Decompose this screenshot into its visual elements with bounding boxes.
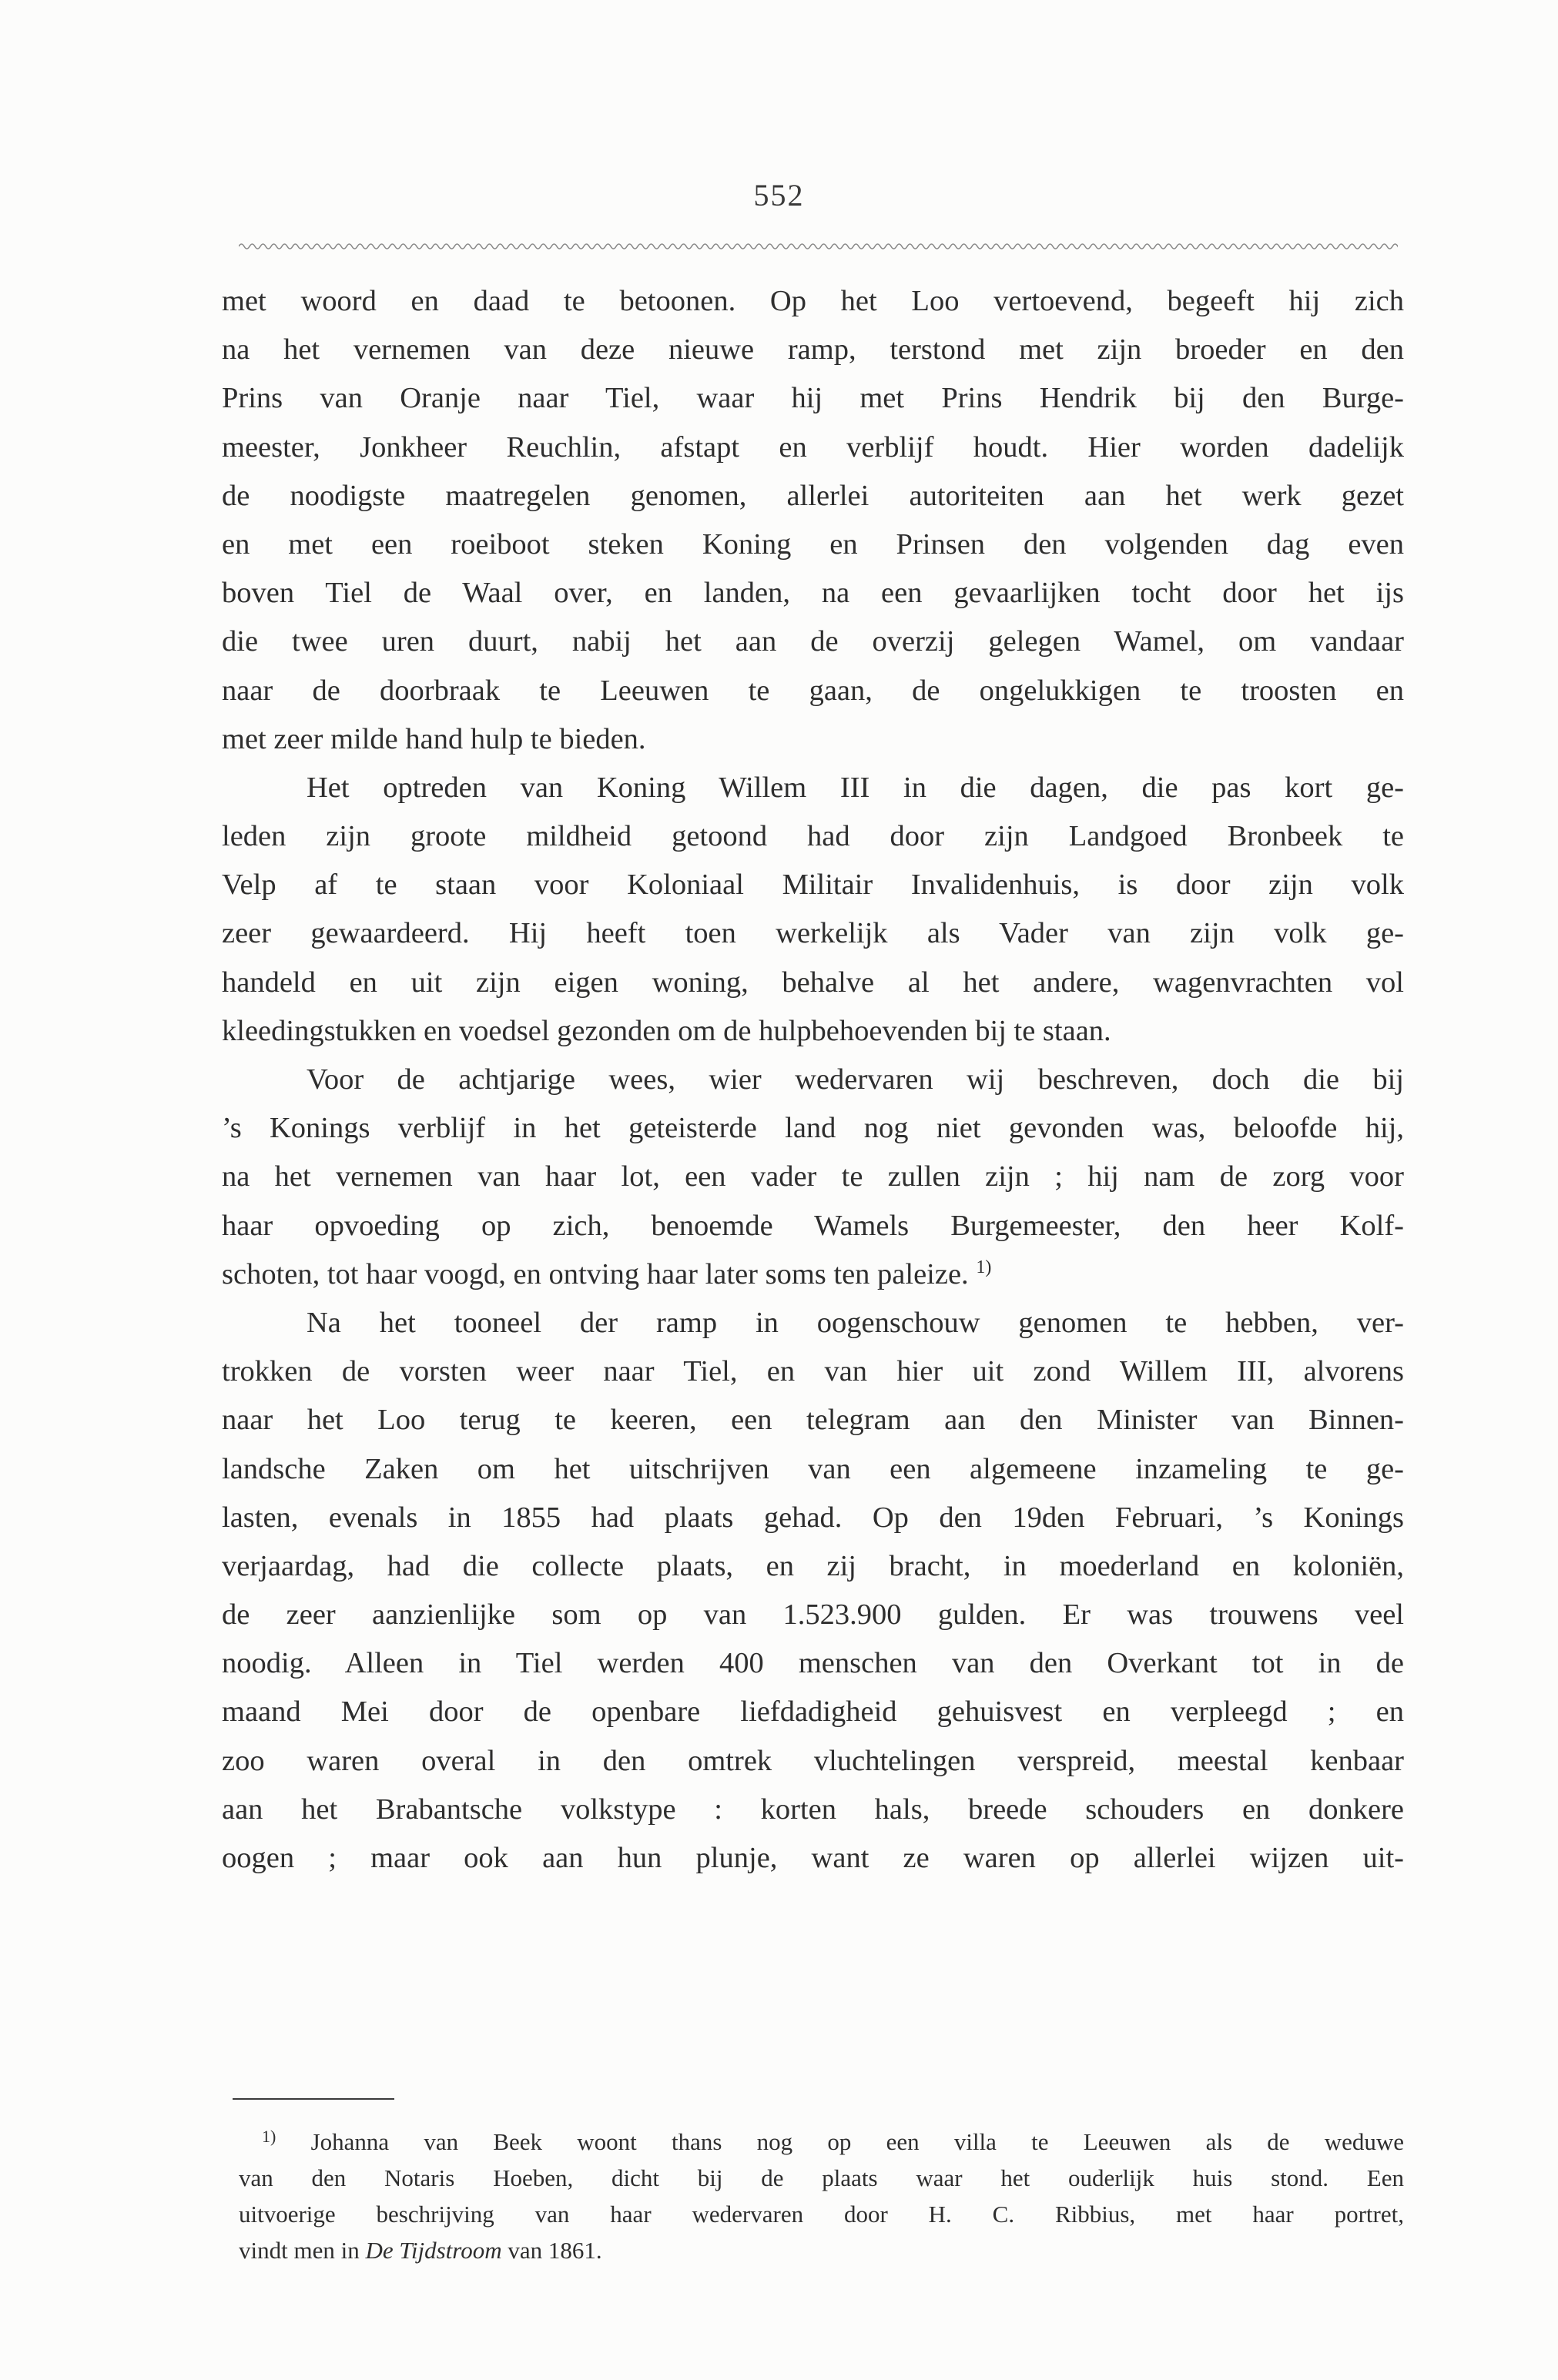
periodical-title: De Tijdstroom [365,2237,502,2264]
text-line [222,618,1404,666]
text-line [222,1007,1404,1056]
text-line [222,812,1404,861]
text-line-content: verjaardag, had die collecte plaats, en zij bracht, in moederland en koloniën, [222,1549,1404,1582]
text-line [222,861,1404,909]
text-line [222,374,1404,423]
text-line-content: Prins van Oranje naar Tiel, waar hij met Prins Hendrik bij den Burge- [222,382,1404,415]
footnote-line [239,2160,1404,2196]
text-line-content: boven Tiel de Waal over, en landen, na een gevaarlijken tocht door het ijs [222,577,1404,610]
text-line [222,1688,1404,1736]
text-line [222,277,1404,326]
text-line-content: trokken de vorsten weer naar Tiel, en van hier uit zond Willem III, alvorens [222,1355,1404,1388]
text-line-content: met zeer milde hand hulp te bieden. [222,722,646,755]
text-line [222,764,1404,812]
text-line-content: oogen ; maar ook aan hun plunje, want ze waren op allerlei wijzen uit- [222,1842,1404,1874]
text-line-content: na het vernemen van haar lot, een vader te zullen zijn ; hij nam de zorg voor [222,1160,1404,1193]
text-line [222,667,1404,715]
text-line-content: Voor de achtjarige wees, wier wedervaren wij beschreven, doch die bij [307,1063,1404,1096]
text-line-content: maand Mei door de openbare liefdadigheid gehuisvest en verpleegd ; en [222,1695,1404,1729]
text-line [222,1542,1404,1591]
footnote-line-content: van 1861. [501,2237,602,2264]
text-line-content: Na het tooneel der ramp in oogenschouw genomen te hebben, ver- [307,1306,1404,1339]
text-line-content: naar het Loo terug te keeren, een telegram aan den Minister van Binnen- [222,1404,1404,1437]
footnote-line-content: Johanna van Beek woont thans nog op een villa te Leeuwen als de weduwe [310,2128,1405,2155]
text-line-content: aan het Brabantsche volkstype : korten hals, breede schouders en donkere [222,1793,1404,1826]
text-line-content: Velp af te staan voor Koloniaal Militair Invalidenhuis, is door zijn volk [222,869,1404,902]
text-line-content: landsche Zaken om het uitschrijven van een algemeene inzameling te ge- [222,1452,1404,1485]
text-line-content: met woord en daad te betoonen. Op het Loo vertoevend, begeeft hij zich [222,285,1404,317]
text-line [222,1737,1404,1786]
text-line [222,326,1404,374]
footnote-reference: 1) [976,1257,992,1277]
footnote-line-content: van den Notaris Hoeben, dicht bij de plaats waar het ouderlijk huis stond. Een [239,2164,1404,2191]
text-line-content: zoo waren overal in den omtrek vluchtelingen verspreid, meestal kenbaar [222,1744,1404,1777]
text-line [222,1396,1404,1444]
text-line [222,959,1404,1007]
text-line-content: en met een roeiboot steken Koning en Prinsen den volgenden dag even [222,527,1404,561]
text-line [222,715,1404,764]
text-line-content: die twee uren duurt, nabij het aan de overzij gelegen Wamel, om vandaar [222,625,1404,658]
text-line [222,1202,1404,1250]
text-line-content: handeld en uit zijn eigen woning, behalve al het andere, wagenvrachten vol [222,966,1404,999]
text-line-content: Het optreden van Koning Willem III in die dagen, die pas kort ge- [307,771,1404,804]
text-line [222,1250,1404,1299]
text-line-content: meester, Jonkheer Reuchlin, afstapt en verblijf houdt. Hier worden dadelijk [222,430,1404,464]
text-line [222,1591,1404,1639]
text-line-content: leden zijn groote mildheid getoond had door zijn Landgoed Bronbeek te [222,820,1404,853]
text-line [222,1786,1404,1834]
footnote-divider [233,2098,394,2100]
footnote-line [239,2196,1404,2232]
text-line-content: haar opvoeding op zich, benoemde Wamels Burgemeester, den heer Kolf- [222,1209,1404,1242]
text-line [222,472,1404,521]
footnote-marker: 1) [262,2127,276,2146]
text-line-content: de zeer aanzienlijke som op van 1.523.900 gulden. Er was trouwens veel [222,1598,1404,1632]
footnote-line-content: vindt men in [239,2237,366,2264]
text-line [222,1834,1404,1883]
text-line [222,1153,1404,1201]
text-line-content: de noodigste maatregelen genomen, allerlei autoriteiten aan het werk gezet [222,479,1404,512]
text-line-content: kleedingstukken en voedsel gezonden om de hulpbehoevenden bij te staan. [222,1014,1111,1047]
text-line [222,521,1404,569]
text-line [222,1445,1404,1494]
decorative-wavy-rule [239,240,1398,253]
text-line-content: naar de doorbraak te Leeuwen te gaan, de ongelukkigen te troosten en [222,674,1404,707]
text-line-content: schoten, tot haar voogd, en ontving haar later soms ten paleize. [222,1257,969,1290]
text-line [222,1299,1404,1347]
footnote-line-content: uitvoerige beschrijving van haar wedervaren door H. C. Ribbius, met haar portret, [239,2201,1404,2228]
text-line [222,1494,1404,1542]
text-line [222,423,1404,472]
footnote-block [239,2124,1404,2268]
text-line-content: ’s Konings verblijf in het geteisterde land nog niet gevonden was, beloofde hij, [222,1112,1404,1145]
text-line [222,1056,1404,1104]
text-line-content: lasten, evenals in 1855 had plaats gehad. Op den 19den Februari, ’s Konings [222,1501,1404,1534]
text-line [222,569,1404,618]
text-line [222,1347,1404,1396]
text-line-content: noodig. Alleen in Tiel werden 400 menschen van den Overkant tot in de [222,1647,1404,1680]
page-number: 552 [753,178,805,213]
text-line-content: zeer gewaardeerd. Hij heeft toen werkelijk als Vader van zijn volk ge- [222,917,1404,950]
text-line [222,909,1404,958]
footnote-line [239,2124,1404,2160]
footnote-line [239,2232,1404,2268]
text-line [222,1639,1404,1688]
text-line-content: na het vernemen van deze nieuwe ramp, terstond met zijn broeder en den [222,333,1404,367]
body-text [222,277,1404,1883]
text-line [222,1104,1404,1153]
